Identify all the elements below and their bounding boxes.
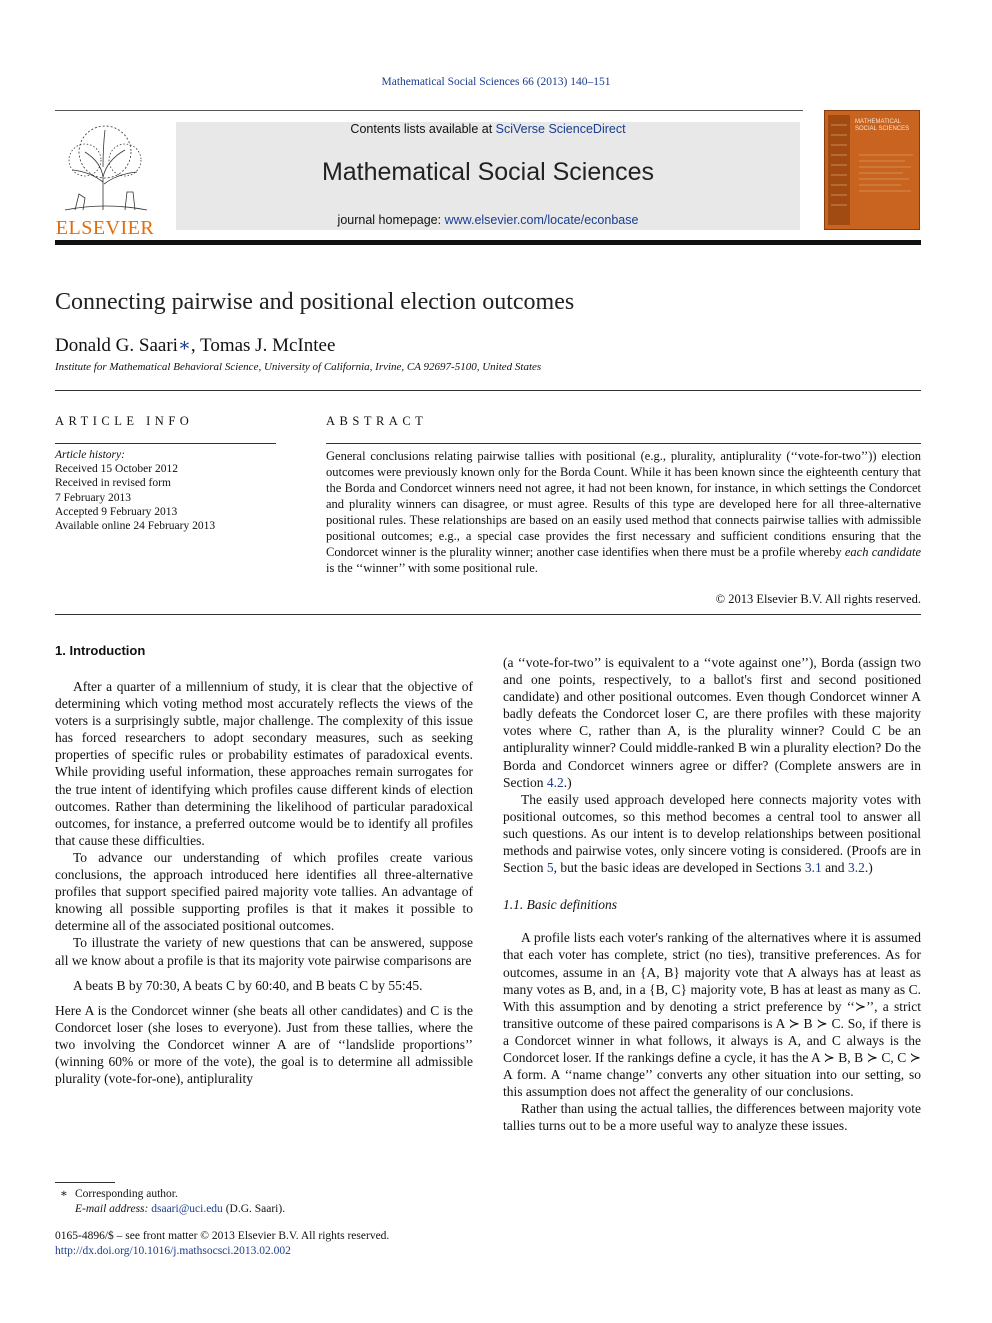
text-run: (a ‘‘vote-for-two’’ is equivalent to a ‘‘vote against one’’), Borda (assign two and one points, respectively, to a ballot's first and second positioned candidate) and other positional outcomes. Even though Condorcet winner A badly defeats the Condorcet loser C, are there profiles with these majority votes where C, rather than A, is the plurality winner? Could C be an antiplurality winner? Could middle-ranked B win a plurality election? Do the Borda and Condorcet winners agree or differ? (Complete answers are in Section [503,655,921,790]
body-rule [55,614,921,615]
section-heading-introduction: 1. Introduction [55,643,146,658]
homepage-link[interactable]: www.elsevier.com/locate/econbase [444,213,639,227]
author-separator: , [190,335,201,356]
abstract-copyright: © 2013 Elsevier B.V. All rights reserved. [715,592,921,606]
history-item: Received 15 October 2012 [55,463,178,476]
authors [55,334,335,357]
history-item: Received in revised form [55,477,171,490]
equation-tallies: A beats B by 70:30, A beats C by 60:40, and B beats C by 55:45. [73,977,423,993]
homepage-line [176,213,800,227]
cover-title: MATHEMATICAL SOCIAL SCIENCES [855,119,910,132]
paragraph [503,791,921,876]
right-column [503,654,921,1134]
ref-section-3-1[interactable]: 3.1 [804,860,822,876]
affiliation: Institute for Mathematical Behavioral Science, University of California, Irvine, CA 92697-5100, United States [55,361,542,373]
abstract-part: General conclusions relating pairwise tallies with positional (e.g., plurality, antiplurality (‘‘vote-for-two’’)) election outcomes were previously known only for the Borda Count. While it has been known since the eighteenth century that the Borda and Condorcet winners need not agree, it had not been known, for instance, in which settings the Condorcet and plurality winners can disagree, or must agree. Results of this type are developed here for all three-alternative positional rules. These relationships are based on an easily used method that connects pairwise tallies with admissible positional outcomes; e.g., a special case provides the first necessary and sufficient conditions ensuring that the Condorcet winner is the plurality winner; another case identifies when there must be a profile whereby [326,449,921,559]
corresponding-author-mark[interactable]: ∗ [177,335,191,356]
footnote-rule [55,1182,115,1183]
journal-cover [824,110,920,230]
doi-link[interactable]: http://dx.doi.org/10.1016/j.mathsocsci.2013.02.002 [55,1245,291,1257]
section-rule [55,390,921,391]
ref-section-3-2[interactable]: 3.2 [847,860,865,876]
paragraph: To advance our understanding of which profiles create various conclusions, the approach introduced here identifies all three-alternative profiles that support specified paired majority vote tallies. An advantage of knowing all possible supporting profiles is that it makes it possible to determine all of the associated positional outcomes. [55,849,473,934]
homepage-prefix: journal homepage: [337,213,445,227]
subsection-heading-basic-definitions: 1.1. Basic definitions [503,897,617,913]
abstract-text [326,448,921,576]
text-run: The easily used approach developed here connects majority votes with positional outcomes, so this method becomes a central tool to answer all such questions. As our intent is to develop relationships between positional methods and pairwise votes, only sincere voting is considered. (Proofs are in Section [503,791,921,876]
history-label: Article history: [55,449,125,461]
left-column [55,678,473,1087]
author-mcintee: Tomas J. McIntee [200,335,336,356]
elsevier-logo [55,122,155,239]
email-link[interactable]: dsaari@uci.edu [151,1203,223,1215]
contents-prefix: Contents lists available at [350,122,496,136]
email-owner: (D.G. Saari). [222,1203,286,1215]
abstract-rule [326,443,921,444]
ref-section-5[interactable]: 5 [546,860,554,876]
abstract-heading: ABSTRACT [326,414,428,428]
abstract-part: is the ‘‘winner’’ with some positional rule. [326,561,538,575]
front-matter: 0165-4896/$ – see front matter © 2013 Elsevier B.V. All rights reserved. [55,1230,390,1242]
footnote-email [75,1202,285,1217]
ref-section-4-2[interactable]: 4.2 [546,774,564,790]
paper-title: Connecting pairwise and positional election outcomes [55,289,575,315]
footnote-corresponding: Corresponding author. [75,1188,178,1200]
text-run: .) [563,774,572,790]
footnote-mark: ∗ [60,1188,68,1200]
paragraph: To illustrate the variety of new questions that can be answered, suppose all we know about a profile is that its majority vote pairwise comparisons are [55,935,473,968]
article-info-rule [55,443,276,444]
text-run: .) [864,860,873,876]
elsevier-tree-icon [55,122,155,214]
history-item: 7 February 2013 [55,491,132,504]
history-item: Available online 24 February 2013 [55,520,216,533]
header-rule [55,110,803,111]
sciencedirect-link[interactable]: SciVerse ScienceDirect [495,122,626,136]
journal-citation: Mathematical Social Sciences 66 (2013) 140–151 [381,76,611,88]
article-info-heading: ARTICLE INFO [55,414,194,428]
paragraph: Rather than using the actual tallies, the differences between majority vote tallies turns out to be a more useful way to analyze these issues. [503,1101,921,1134]
email-label: E-mail address: [75,1203,152,1215]
history-item: Accepted 9 February 2013 [55,505,178,518]
paragraph [503,654,921,791]
text-run: , but the basic ideas are developed in Sections [553,860,805,876]
paragraph: A profile lists each voter's ranking of the alternatives where it is assumed that each voter has complete, strict (no ties), transitive preferences. As for outcomes, assume in an {A, B} majority vote that A always has at least as many votes as B, and, in a {B, C} majority vote, B has at least as many as C. With this assumption and by denoting a strict preference by ‘‘≻’’, a strict transitive outcome of these paired comparisons is A ≻ B ≻ C. So, if there is a Condorcet winner in what follows, it always is A, and C always is the Condorcet loser. If the rankings define a cycle, it has the A ≻ B, B ≻ C, C ≻ A form. A ‘‘name change’’ converts any other situation into our setting, so this assumption does not affect the generality of our conclusions. [503,930,921,1100]
author-saari: Donald G. Saari [55,335,178,356]
abstract-emphasis: each candidate [844,545,922,559]
header-thick-rule [55,240,921,245]
article-history [55,448,215,533]
text-run: and [821,860,848,876]
elsevier-wordmark: ELSEVIER [55,217,155,239]
paragraph: After a quarter of a millennium of study, it is clear that the objective of determining which voting method most accurately reflects the views of the voters is a surprisingly subtle, major challenge. The complexity of this issue has forced researchers to adopt secondary measures, such as seeking properties of specific rules or probability estimates of paradoxical events. While providing useful information, these approaches remain surrogates for the true intent of identifying which profiles cause different kinds of election outcomes. Rather than determining the likelihood of particular paradoxical outcomes, for instance, a preferred outcome would be to identify all profiles that cause these difficulties. [55,679,473,848]
paragraph: Here A is the Condorcet winner (she beats all other candidates) and C is the Condorcet loser (she loses to everyone). Just from these tallies, where the two involving the Condorcet winner A are of ‘‘landslide proportions’’ (winning 60% or more of the vote), the goal is to determine all admissible plurality (vote-for-one), antiplurality [55,1002,473,1087]
journal-title: Mathematical Social Sciences [321,158,655,186]
contents-line [176,122,800,136]
